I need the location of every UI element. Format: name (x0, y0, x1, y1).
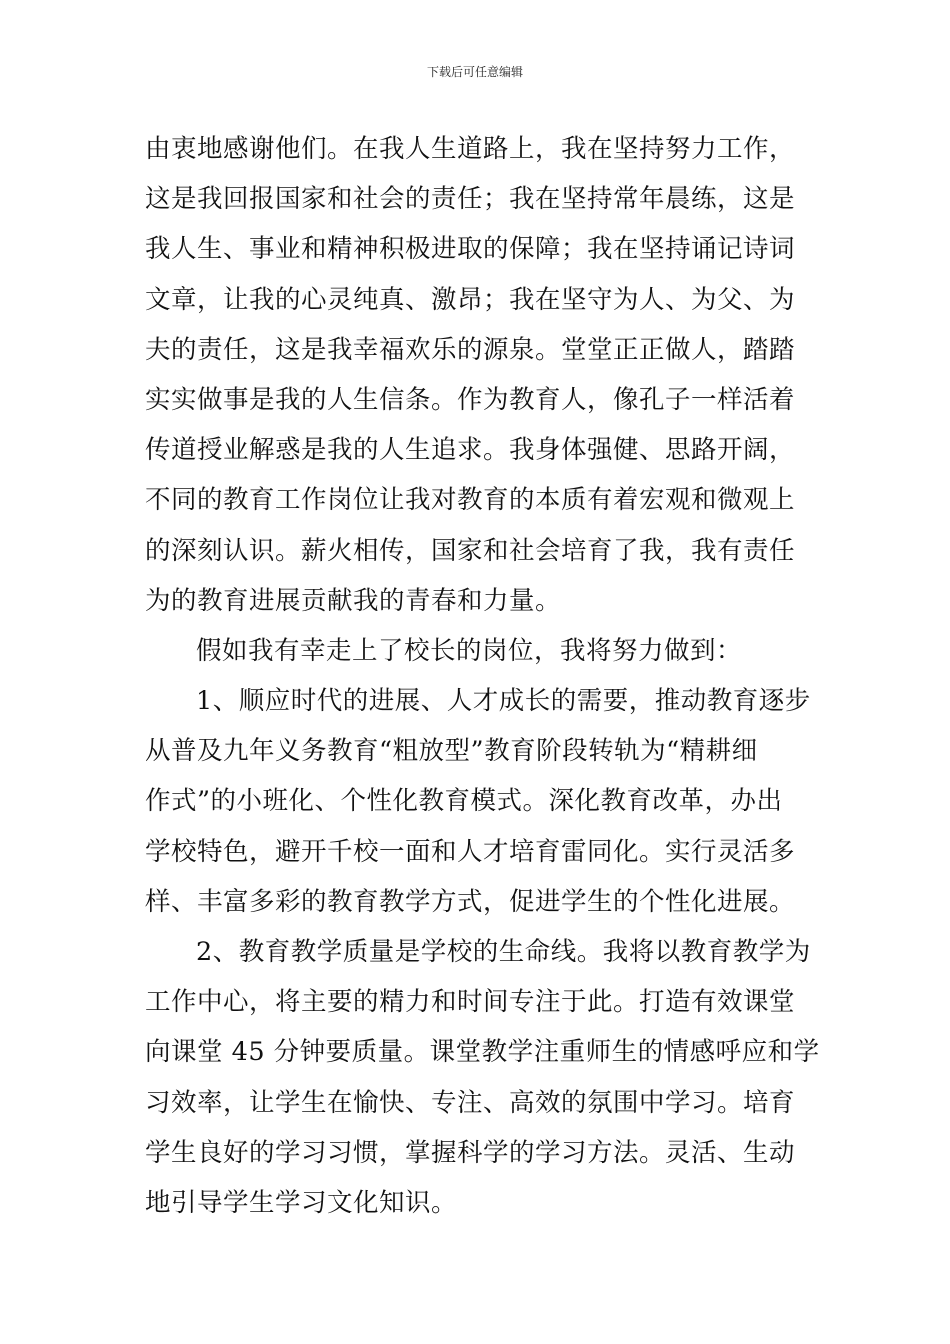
text-line: 样、丰富多彩的教育教学方式，促进学生的个性化进展。 (145, 886, 796, 917)
text-line: 学校特色，避开千校一面和人才培育雷同化。实行灵活多 (145, 836, 796, 867)
text-line: 为的教育进展贡献我的青春和力量。 (145, 585, 562, 616)
text-line: 作式”的小班化、个性化教育模式。深化教育改革，办出 (145, 786, 783, 817)
text-line: 夫的责任，这是我幸福欢乐的源泉。堂堂正正做人，踏踏 (145, 334, 796, 365)
text-line: 学生良好的学习习惯，掌握科学的学习方法。灵活、生动 (145, 1137, 796, 1168)
text-line: 我人生、事业和精神积极进取的保障；我在坚持诵记诗词 (145, 234, 796, 265)
item-2-first-line: 2、教育教学质量是学校的生命线。我将以教育教学为 (196, 937, 811, 967)
text-line: 实实做事是我的人生信条。作为教育人，像孔子一样活着 (145, 384, 796, 415)
text-line: 地引导学生学习文化知识。 (145, 1187, 458, 1218)
text-line: 传道授业解惑是我的人生追求。我身体强健、思路开阔， (145, 435, 796, 466)
document-body (145, 127, 820, 1231)
text-line: 不同的教育工作岗位让我对教育的本质有着宏观和微观上 (145, 485, 796, 516)
text-line: 由衷地感谢他们。在我人生道路上，我在坚持努力工作， (145, 134, 796, 164)
page-header: 下载后可任意编辑 (426, 65, 523, 79)
paragraph-intro-line: 假如我有幸走上了校长的岗位，我将努力做到： (196, 635, 743, 666)
text-line: 习效率，让学生在愉快、专注、高效的氛围中学习。培育 (145, 1087, 796, 1118)
text-line: 的深刻认识。薪火相传，国家和社会培育了我，我有责任 (145, 535, 796, 566)
text-line: 从普及九年义务教育“粗放型”教育阶段转轨为“精耕细 (145, 736, 758, 767)
text-line: 文章，让我的心灵纯真、激昂；我在坚守为人、为父、为 (145, 284, 796, 315)
text-line: 工作中心，将主要的精力和时间专注于此。打造有效课堂 (145, 987, 796, 1018)
item-1-first-line: 1、顺应时代的进展、人才成长的需要，推动教育逐步 (196, 686, 811, 717)
text-line: 这是我回报国家和社会的责任；我在坚持常年晨练，这是 (145, 184, 796, 215)
text-line: 向课堂 45 分钟要质量。课堂教学注重师生的情感呼应和学 (145, 1037, 820, 1068)
